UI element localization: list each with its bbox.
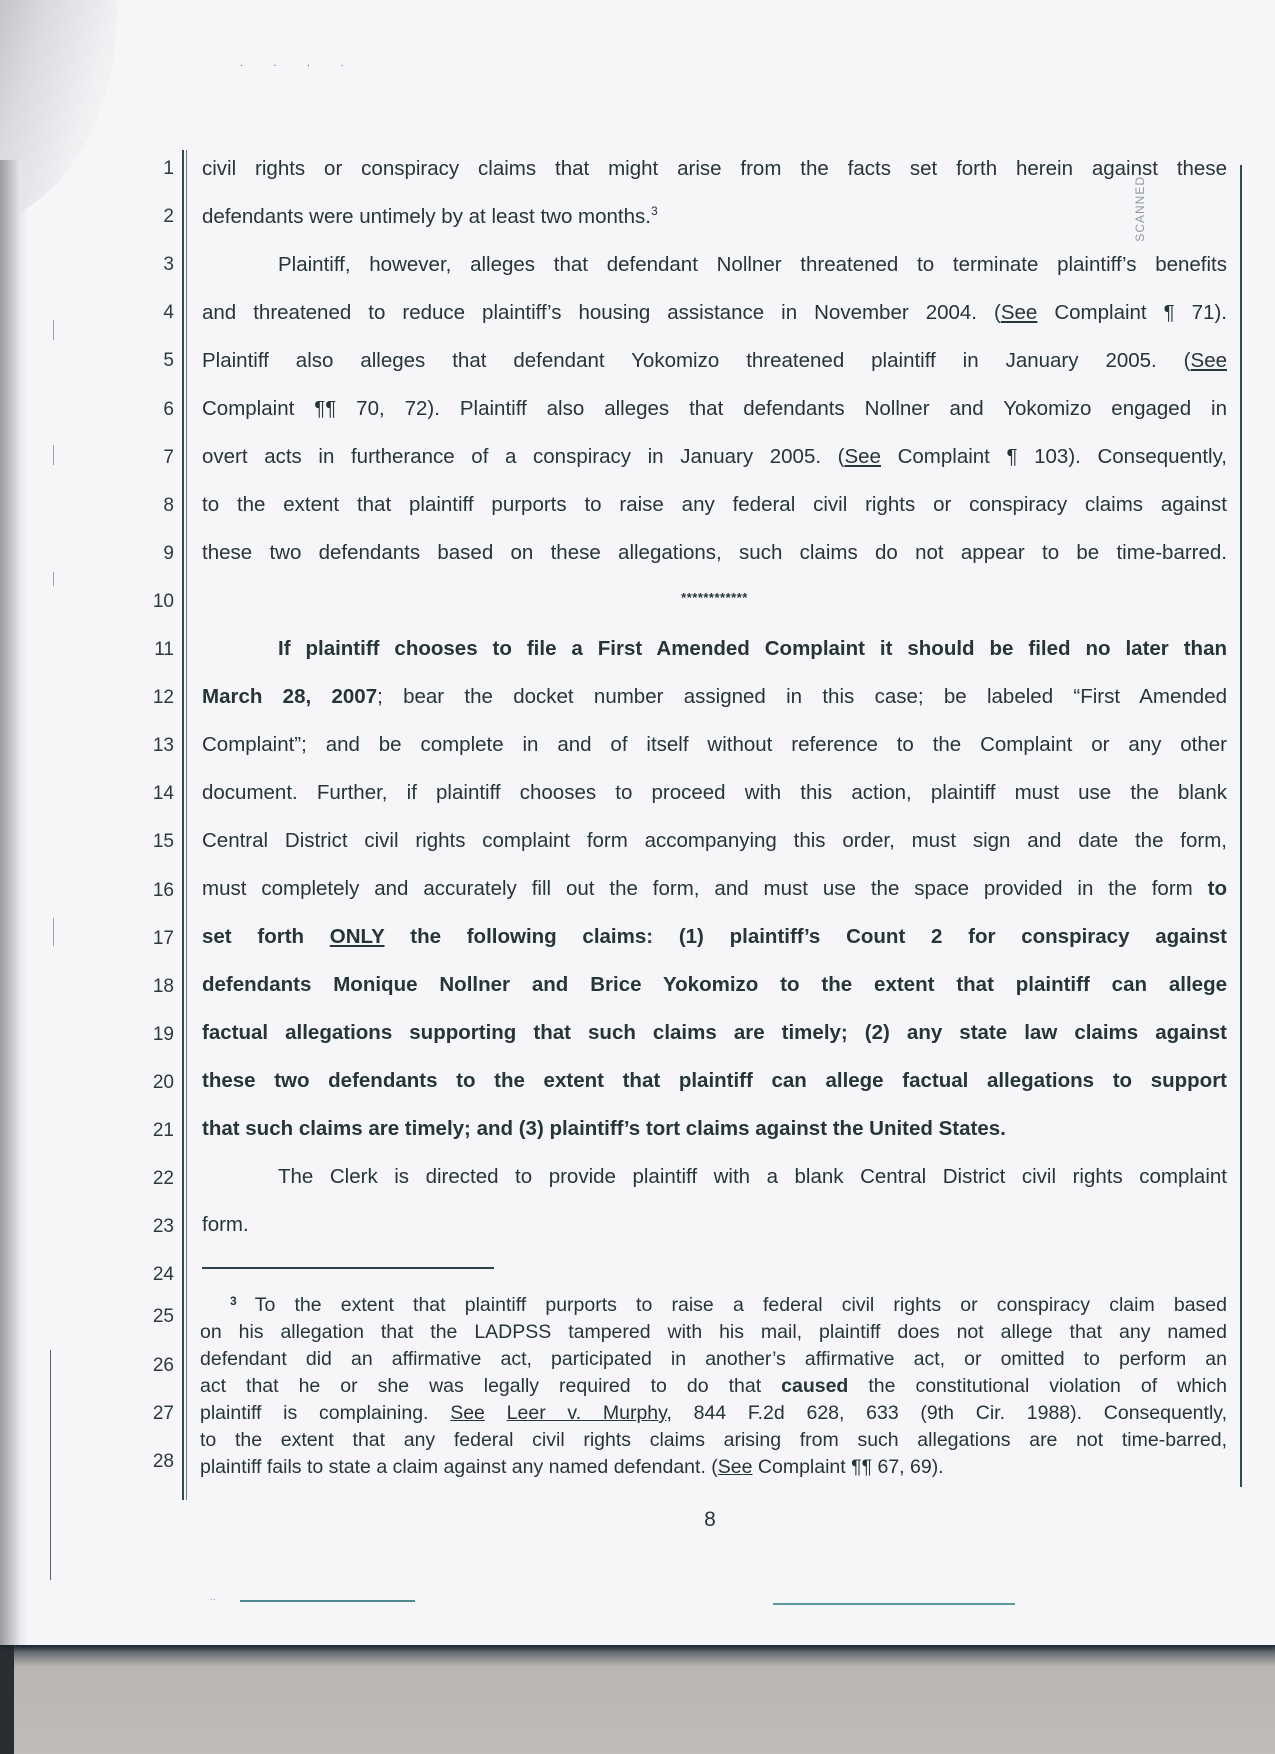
text-run: overt acts in furtherance of a conspiracy in January 2005. ( [202,445,845,468]
line-number: 3 [163,254,174,276]
line-number: 1 [163,158,174,179]
margin-mark [53,918,54,946]
footnote-marker: 3 [230,1294,237,1308]
body-line-23: form. [202,1213,249,1236]
line-number: 23 [152,1216,174,1238]
text-run: must completely and accurately fill out the form, and must use the space provided in the form [202,877,1208,900]
body-line-16 [202,877,1227,901]
body-line-5 [202,349,1227,373]
text-run: Plaintiff also alleges that defendant Yokomizo threatened plaintiff in January 2005. ( [202,349,1191,372]
body-line-12 [202,685,1227,709]
line-number: 11 [154,639,174,660]
text-run: plaintiff fails to state a claim against any named defendant. ( [200,1456,718,1478]
body-line-19: factual allegations supporting that such claims are timely; (2) any state law claims against [202,1021,1227,1044]
body-line-1: civil rights or conspiracy claims that might arise from the facts set forth herein against these [202,157,1227,180]
text-run: act that he or she was legally required to do that [200,1375,782,1397]
footnote-line-6: to the extent that any federal civil rights claims arising from such allegations are not time-barred, [200,1429,1227,1451]
line-number: 20 [152,1071,174,1093]
body-line-4 [202,301,1227,325]
scan-mark: ·· [210,1594,216,1604]
right-margin-rule [1240,165,1242,1487]
line-number: 5 [163,350,174,372]
text-run: and threatened to reduce plaintiff’s housing assistance in November 2004. ( [202,301,1001,324]
line-number: 10 [152,590,174,612]
text-run: Complaint ¶ 71). [1037,301,1227,324]
line-number: 21 [152,1120,174,1141]
blank-line-left [240,1600,415,1602]
body-line-15: Central District civil rights complaint form accompanying this order, must sign and date the form, [202,829,1227,852]
line-number: 25 [152,1306,174,1327]
body-line-11: If plaintiff chooses to file a First Amended Complaint it should be filed no later than [278,637,1227,660]
body-line-2-text: defendants were untimely by at least two months. [202,205,651,228]
line-number: 15 [152,831,174,853]
citation-signal: See [450,1402,485,1424]
emphasis-only: ONLY [329,925,385,948]
scanner-background [0,1645,1275,1754]
margin-mark [53,320,54,340]
footnote-line-3: defendant did an affirmative act, participated in another’s affirmative act, or omitted to perform an [200,1348,1227,1370]
line-number: 4 [163,302,174,324]
line-number: 24 [152,1264,174,1286]
scanned-stamp: SCANNED [1133,176,1147,242]
line-number: 16 [152,879,174,901]
line-number: 13 [152,735,174,757]
text-run: To the extent that plaintiff purports to raise a federal civil rights or conspiracy claim based [254,1294,1227,1316]
scanner-edge [0,1640,14,1754]
text-run: Complaint ¶¶ 67, 69). [752,1456,944,1478]
text-run: ; bear the docket number assigned in this case; be labeled “First Amended [377,685,1228,708]
line-number: 26 [152,1355,174,1376]
line-number: 14 [152,783,174,805]
body-line-13: Complaint”; and be complete in and of itself without reference to the Complaint or any other [202,733,1227,756]
text-run: the following claims: (1) plaintiff’s Count 2 for conspiracy against [384,925,1227,948]
page-edge-shadow [0,160,28,1645]
body-line-17 [202,925,1227,949]
section-separator: ************ [681,590,748,605]
line-number: 27 [152,1403,174,1424]
margin-mark [53,445,54,465]
text-run-bold: caused [781,1375,849,1397]
line-number: 6 [163,398,174,420]
scan-specks: . . . . [240,58,358,69]
line-number: 8 [163,494,174,516]
body-line-21: that such claims are timely; and (3) plaintiff’s tort claims against the United States. [202,1117,1006,1140]
line-number: 2 [163,206,174,228]
line-number: 12 [152,687,174,709]
body-line-6: Complaint ¶¶ 70, 72). Plaintiff also alleges that defendants Nollner and Yokomizo engaged in [202,397,1227,420]
text-run: the constitutional violation of which [848,1375,1227,1397]
line-number: 19 [152,1023,174,1045]
body-line-14: document. Further, if plaintiff chooses to proceed with this action, plaintiff must use the blank [202,781,1227,804]
line-number: 22 [152,1168,174,1190]
page-number: 8 [704,1508,716,1531]
citation-signal: See [717,1456,753,1478]
line-number: 9 [163,542,174,564]
footnote-ref[interactable]: 3 [650,204,658,219]
text-run: Complaint ¶ 103). Consequently, [880,445,1227,468]
line-number: 17 [152,927,174,949]
blank-line-right [773,1603,1015,1605]
citation-signal: See [844,445,881,468]
footnote-line-1 [200,1294,1227,1317]
footnote-line-5 [200,1402,1227,1425]
body-line-7 [202,445,1227,469]
line-number: 28 [152,1451,174,1472]
margin-mark [53,572,54,586]
text-run: set forth [202,925,330,948]
text-run: , 844 F.2d 628, 633 (9th Cir. 1988). Consequently, [666,1402,1227,1424]
footnote-separator [202,1267,494,1269]
left-margin-rule [182,150,184,1500]
body-line-3: Plaintiff, however, alleges that defendant Nollner threatened to terminate plaintiff’s benefits [278,253,1227,276]
page-edge-line [50,1350,51,1580]
line-number: 7 [163,446,174,468]
footnote-line-2: on his allegation that the LADPSS tampered with his mail, plaintiff does not allege that any named [200,1321,1227,1343]
text-run-bold: to [1207,877,1227,900]
body-line-20: these two defendants to the extent that plaintiff can allege factual allegations to support [202,1069,1227,1092]
left-margin-rule-inner [186,150,187,1500]
citation-signal: See [1000,301,1038,324]
footnote-line-4 [200,1375,1227,1398]
body-line-2 [202,205,1227,229]
body-line-9: these two defendants based on these allegations, such claims do not appear to be time-barred. [202,541,1227,564]
footnote-line-7 [200,1456,1227,1479]
text-run: plaintiff is complaining. [200,1402,451,1424]
line-number: 18 [152,975,174,997]
body-line-8: to the extent that plaintiff purports to raise any federal civil rights or conspiracy claims against [202,493,1227,516]
body-line-22: The Clerk is directed to provide plaintiff with a blank Central District civil rights complaint [278,1165,1227,1188]
deadline-date: March 28, 2007 [202,685,378,708]
case-citation: Leer v. Murphy [506,1402,667,1424]
body-line-18: defendants Monique Nollner and Brice Yokomizo to the extent that plaintiff can allege [202,973,1227,996]
citation-signal: See [1190,349,1227,372]
